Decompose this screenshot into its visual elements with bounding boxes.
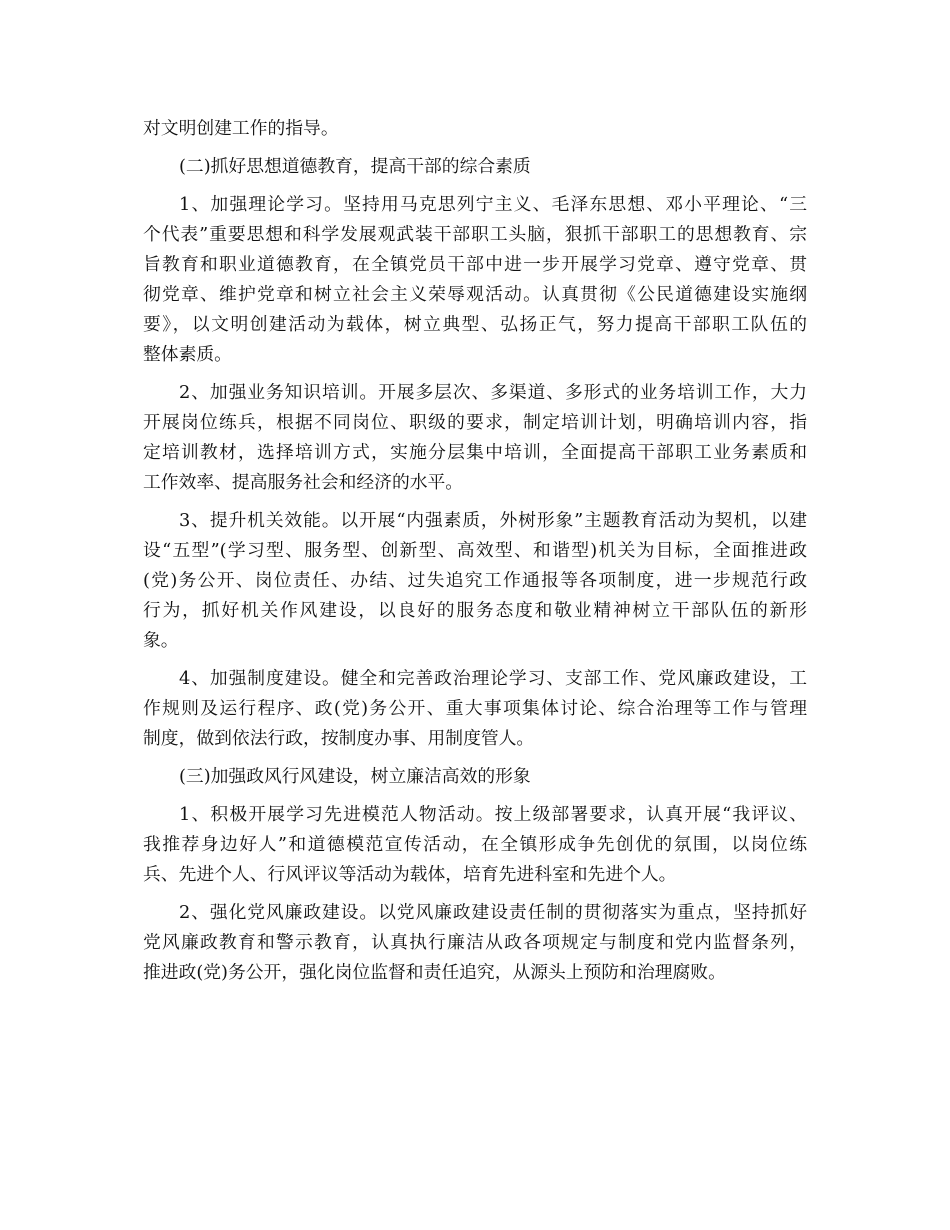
- text-line: 4、加强制度建设。健全和完善政治理论学习、支部工作、党风廉政建设，工: [179, 668, 807, 689]
- text-line: 1、积极开展学习先进模范人物活动。按上级部署要求，认真开展“我评议、: [179, 804, 807, 825]
- paragraph-efficiency: [143, 506, 807, 656]
- text-line: 2、加强业务知识培训。开展多层次、多渠道、多形式的业务培训工作，大力: [179, 382, 807, 403]
- text-line: 旨教育和职业道德教育，在全镇党员干部中进一步开展学习党章、遵守党章、贯: [143, 254, 807, 275]
- text-line: 象。: [143, 630, 179, 651]
- text-line: 设“五型”(学习型、服务型、创新型、高效型、和谐型)机关为目标，全面推进政: [143, 540, 807, 561]
- section-heading-3: [143, 762, 807, 792]
- text-line: 1、加强理论学习。坚持用马克思列宁主义、毛泽东思想、邓小平理论、“三: [179, 194, 807, 215]
- text-line: 行为，抓好机关作风建设，以良好的服务态度和敬业精神树立干部队伍的新形: [143, 600, 807, 621]
- paragraph-theory-study: [143, 190, 807, 370]
- text-line: 开展岗位练兵，根据不同岗位、职级的要求，制定培训计划，明确培训内容，指: [143, 412, 807, 433]
- text-line: 工作效率、提高服务社会和经济的水平。: [143, 472, 464, 493]
- text-line: 2、强化党风廉政建设。以党风廉政建设责任制的贯彻落实为重点，坚持抓好: [179, 902, 807, 923]
- paragraph-anti-corruption: [143, 898, 807, 988]
- paragraph-system-building: [143, 664, 807, 754]
- paragraph-model-learning: [143, 800, 807, 890]
- document-page: [143, 114, 807, 988]
- text-line: 3、提升机关效能。以开展“内强素质，外树形象”主题教育活动为契机，以建: [179, 510, 807, 531]
- text-line: (党)务公开、岗位责任、办结、过失追究工作通报等各项制度，进一步规范行政: [143, 570, 807, 591]
- text-line: 兵、先进个人、行风评议等活动为载体，培育先进科室和先进个人。: [143, 864, 677, 885]
- heading-text: (三)加强政风行风建设，树立廉洁高效的形象: [179, 766, 531, 787]
- text-line: 推进政(党)务公开，强化岗位监督和责任追究，从源头上预防和治理腐败。: [143, 962, 726, 983]
- text-line: 整体素质。: [143, 344, 232, 365]
- text-line: 要》，以文明创建活动为载体，树立典型、弘扬正气，努力提高干部职工队伍的: [143, 314, 807, 335]
- text-line: 定培训教材，选择培训方式，实施分层集中培训，全面提高干部职工业务素质和: [143, 442, 807, 463]
- text-line: 我推荐身边好人”和道德模范宣传活动，在全镇形成争先创优的氛围，以岗位练: [143, 834, 807, 855]
- text-line: 个代表”重要思想和科学发展观武装干部职工头脑，狠抓干部职工的思想教育、宗: [143, 224, 807, 245]
- text-line: 作规则及运行程序、政(党)务公开、重大事项集体讨论、综合治理等工作与管理: [143, 698, 807, 719]
- text-line: 制度，做到依法行政，按制度办事、用制度管人。: [143, 728, 535, 749]
- text-line: 党风廉政教育和警示教育，认真执行廉洁从政各项规定与制度和党内监督条列，: [143, 932, 807, 953]
- paragraph-business-training: [143, 378, 807, 498]
- heading-text: (二)抓好思想道德教育，提高干部的综合素质: [179, 156, 531, 177]
- paragraph-continuation: [143, 114, 807, 144]
- text-line: 对文明创建工作的指导。: [143, 118, 339, 139]
- text-line: 彻党章、维护党章和树立社会主义荣辱观活动。认真贯彻《公民道德建设实施纲: [143, 284, 807, 305]
- section-heading-2: [143, 152, 807, 182]
